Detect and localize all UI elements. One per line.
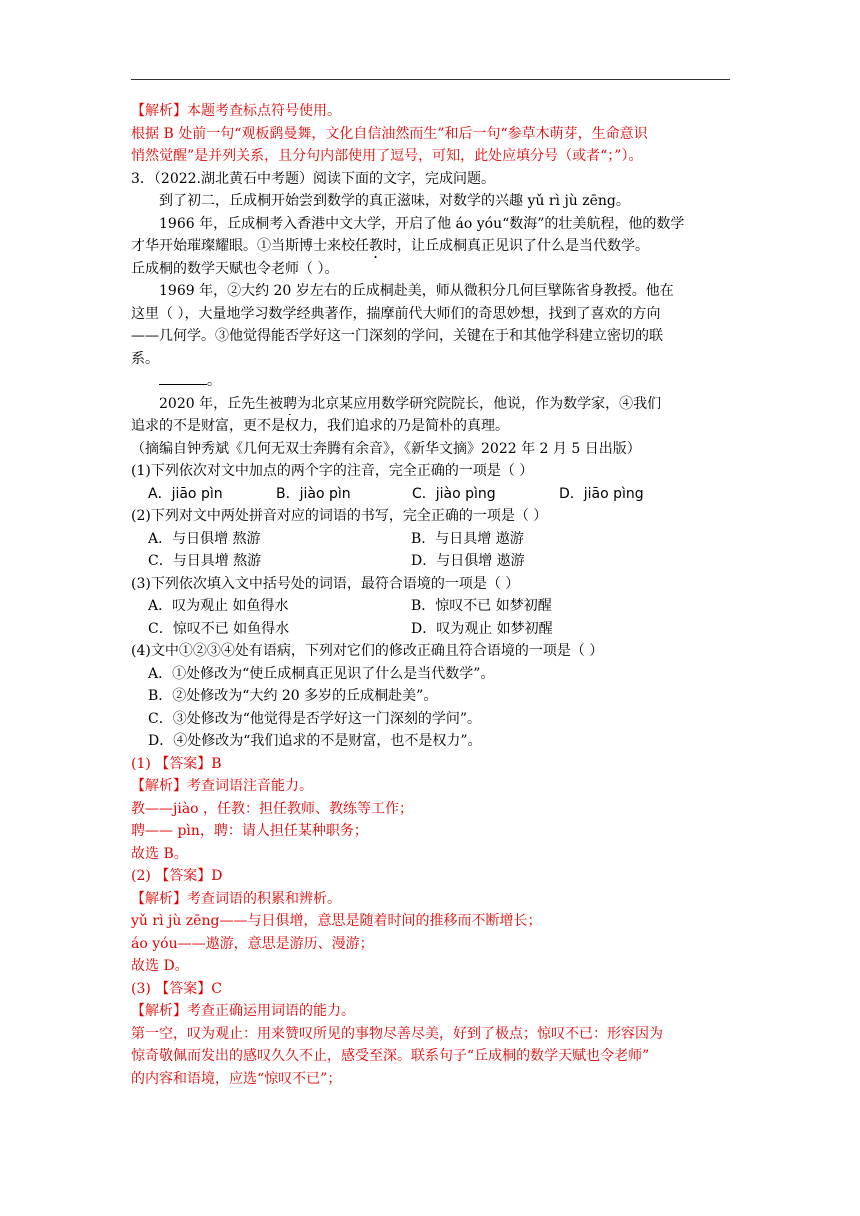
answer-3: (3) 【答案】C (131, 980, 222, 997)
analysis-3-line-3: 的内容和语境，应选“惊叹不已”； (131, 1070, 342, 1087)
answer-2: (2) 【答案】D (131, 868, 223, 884)
q1-options (131, 483, 731, 506)
dotted-char: 教 (369, 238, 383, 254)
passage-source: （摘编自钟秀斌《几何无双士奔腾有余音》，《新华文摘》2022 年 2 月 5 日出版） (131, 440, 641, 457)
analysis-3-line-2: 惊奇敬佩而发出的感叹久久不止，感受至深。联系句子“丘成桐的数学天赋也令老师” (131, 1048, 650, 1064)
option: A．叹为观止 如鱼得水 (148, 598, 289, 614)
passage-p2c: 丘成桐的数学天赋也令老师（ ）。 (131, 260, 339, 277)
analysis-3: 【解析】考查正确运用词语的能力。 (131, 1003, 355, 1019)
passage-p2a: 1966 年，丘成桐考入香港中文大学，开启了他 áo yóu“数海”的壮美航程，他的数学 (159, 215, 685, 232)
q2-options-row1 (131, 528, 731, 551)
blank-line (131, 370, 731, 393)
blank-tail: 。 (207, 373, 221, 389)
option: D．叹为观止 如梦初醒 (411, 620, 553, 637)
analysis-1: 【解析】考查词语注音能力。 (131, 778, 313, 794)
analysis-2-line-3: 故选 D。 (131, 958, 189, 974)
passage-text: 为北京某应用数学研究院院长，他说，作为数学家，④我们 (297, 395, 662, 412)
analysis-1-line-1: 教——jiào ，任教：担任教师、教练等工作； (131, 800, 414, 817)
passage-p3b: 这里（ ），大量地学习数学经典著作，揣摩前代大师们的奇思妙想，找到了喜欢的方向 (131, 305, 661, 322)
fill-blank (159, 370, 207, 385)
q4-option-b: B．②处修改为“大约 20 多岁的丘成桐赴美”。 (148, 688, 438, 704)
q3-options-row2 (131, 618, 731, 641)
q4-option-c: C．③处修改为“他觉得是否学好这一门深刻的学问”。 (148, 710, 482, 727)
passage-text: 才华开始璀璨耀眼。①当斯博士来校任 (131, 238, 369, 254)
option: C．与日具增 熬游 (148, 553, 262, 569)
question-header: 3．（2022.湖北黄石中考题）阅读下面的文字，完成问题。 (131, 170, 495, 187)
option: D．与日俱增 遨游 (411, 553, 525, 569)
passage-text: 2020 年，丘先生被 (159, 395, 284, 412)
analysis-2: 【解析】考查词语的积累和辨析。 (131, 890, 341, 907)
q3-stem: (3)下列依次填入文中括号处的词语，最符合语境的一项是（ ） (131, 575, 520, 592)
option: C．jiào pìng (412, 485, 496, 502)
passage-p4a (131, 393, 731, 416)
analysis-1-line-2: 聘—— pìn，聘：请人担任某种职务； (131, 823, 368, 839)
passage-p3d: 系。 (131, 350, 159, 367)
option: A．jiāo pìn (148, 485, 223, 502)
passage-text: 时，让丘成桐真正见识了什么是当代数学。 (383, 238, 649, 254)
passage-p3c: ——几何学。③他觉得能否学好这一门深刻的学问，关键在于和其他学科建立密切的联 (131, 328, 663, 344)
passage-p3a: 1969 年，②大约 20 岁左右的丘成桐赴美，师从微积分几何巨擘陈省身教授。他在 (159, 283, 674, 299)
q3-options-row1 (131, 595, 731, 618)
passage-p1: 到了初二，丘成桐开始尝到数学的真正滋味，对数学的兴趣 yǔ rì jù zēng。 (159, 193, 630, 209)
q4-option-d: D．④处修改为“我们追求的不是财富，也不是权力”。 (148, 733, 482, 749)
q4-stem: (4)文中①②③④处有语病，下列对它们的修改正确且符合语境的一项是（ ） (131, 643, 604, 659)
q2-options-row2 (131, 550, 731, 573)
analysis-1-line-3: 故选 B。 (131, 845, 188, 862)
passage-p4b: 追求的不是财富，更不是权力，我们追求的乃是简朴的真理。 (131, 418, 509, 434)
option: B．惊叹不已 如梦初醒 (411, 598, 552, 614)
option: B．jiào pìn (276, 485, 351, 502)
analysis-3-line-1: 第一空，叹为观止：用来赞叹所见的事物尽善尽美，好到了极点；惊叹不已：形容因为 (131, 1025, 663, 1042)
q4-option-a: A．①处修改为“使丘成桐真正见识了什么是当代数学”。 (148, 665, 495, 682)
q1-stem: (1)下列依次对文中加点的两个字的注音，完全正确的一项是（ ） (131, 463, 534, 479)
intro-analysis: 【解析】本题考查标点符号使用。 (131, 103, 341, 119)
header-rule (131, 79, 730, 80)
option: B．与日具增 遨游 (411, 530, 524, 547)
passage-p2b (131, 235, 731, 258)
answer-1: (1) 【答案】B (131, 755, 222, 772)
q2-stem: (2)下列对文中两处拼音对应的词语的书写，完全正确的一项是（ ） (131, 508, 548, 524)
analysis-2-line-1: yǔ rì jù zēng——与日俱增，意思是随着时间的推移而不断增长； (131, 913, 542, 929)
option: D．jiāo pìng (559, 485, 644, 502)
intro-line-2: 悄然觉醒”是并列关系，且分句内部使用了逗号，可知，此处应填分号（或者“；”）。 (131, 148, 643, 164)
option: A．与日俱增 熬游 (148, 530, 261, 547)
intro-line-1: 根据 B 处前一句“观板鹞曼舞，文化自信油然而生”和后一句“参草木萌芽，生命意识 (131, 125, 648, 142)
dotted-char: 聘 (283, 395, 298, 412)
option: C．惊叹不已 如鱼得水 (148, 620, 290, 637)
document-page (131, 100, 731, 1090)
analysis-2-line-2: áo yóu——遨游，意思是游历、漫游； (131, 935, 374, 952)
